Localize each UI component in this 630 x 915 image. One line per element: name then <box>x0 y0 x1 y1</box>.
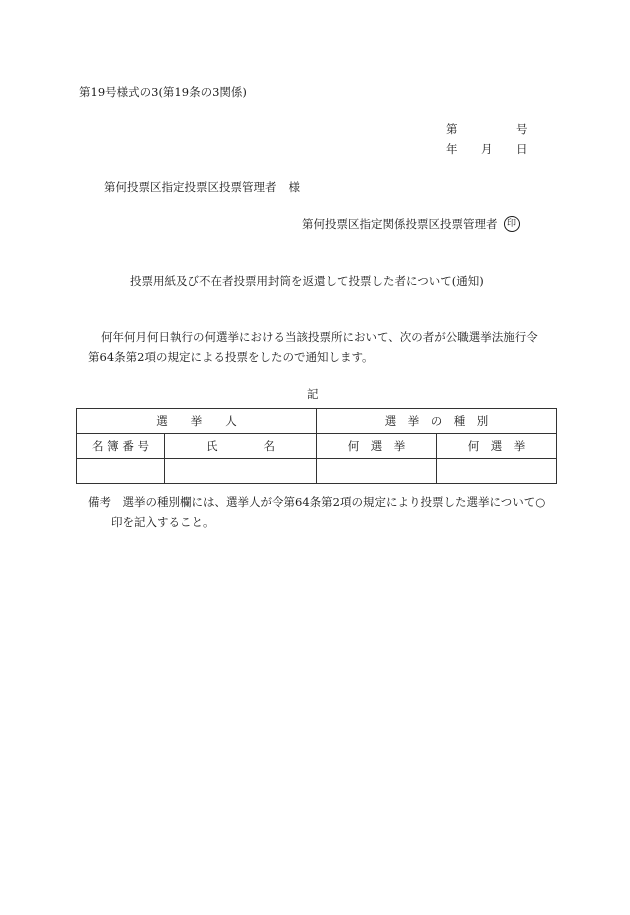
form-reference: 第19号様式の3(第19条の3関係) <box>79 85 247 99</box>
group-header-election-type: 選 挙 の 種 別 <box>317 409 557 434</box>
group-header-elector: 選 挙 人 <box>77 409 317 434</box>
column-header-name: 氏 名 <box>165 434 317 459</box>
body-line-2: 第64条第2項の規定による投票をしたので通知します。 <box>88 350 374 364</box>
column-header-register-number: 名 簿 番 号 <box>77 434 165 459</box>
sender-name: 第何投票区指定関係投票区投票管理者 <box>302 217 498 231</box>
records-table <box>76 408 557 484</box>
column-header-election-2: 何 選 挙 <box>437 434 557 459</box>
year-label: 年 <box>446 142 458 156</box>
table-group-header-row <box>77 409 557 434</box>
table-column-header-row <box>77 434 557 459</box>
month-label: 月 <box>481 142 493 156</box>
cell-register-number[interactable] <box>77 459 165 484</box>
document-title: 投票用紙及び不在者投票用封筒を返還して投票した者について(通知) <box>130 274 484 288</box>
sender <box>302 216 520 233</box>
cell-election-1[interactable] <box>317 459 437 484</box>
body-line-1: 何年何月何日執行の何選挙における当該投票所において、次の者が公職選挙法施行令 <box>101 330 538 344</box>
day-label: 日 <box>516 142 528 156</box>
table-row <box>77 459 557 484</box>
addressee-honorific: 様 <box>288 180 300 194</box>
addressee <box>104 179 300 195</box>
cell-name[interactable] <box>165 459 317 484</box>
ki-heading: 記 <box>307 387 319 401</box>
number-suffix-label: 号 <box>516 122 528 136</box>
note-line-2: 印を記入すること。 <box>111 515 215 529</box>
note-line-1: 備考 選挙の種別欄には、選挙人が令第64条第2項の規定により投票した選挙について○ <box>88 495 546 509</box>
seal-mark: 印 <box>504 216 520 232</box>
cell-election-2[interactable] <box>437 459 557 484</box>
column-header-election-1: 何 選 挙 <box>317 434 437 459</box>
number-prefix-label: 第 <box>446 122 458 136</box>
addressee-name: 第何投票区指定投票区投票管理者 <box>104 180 277 194</box>
